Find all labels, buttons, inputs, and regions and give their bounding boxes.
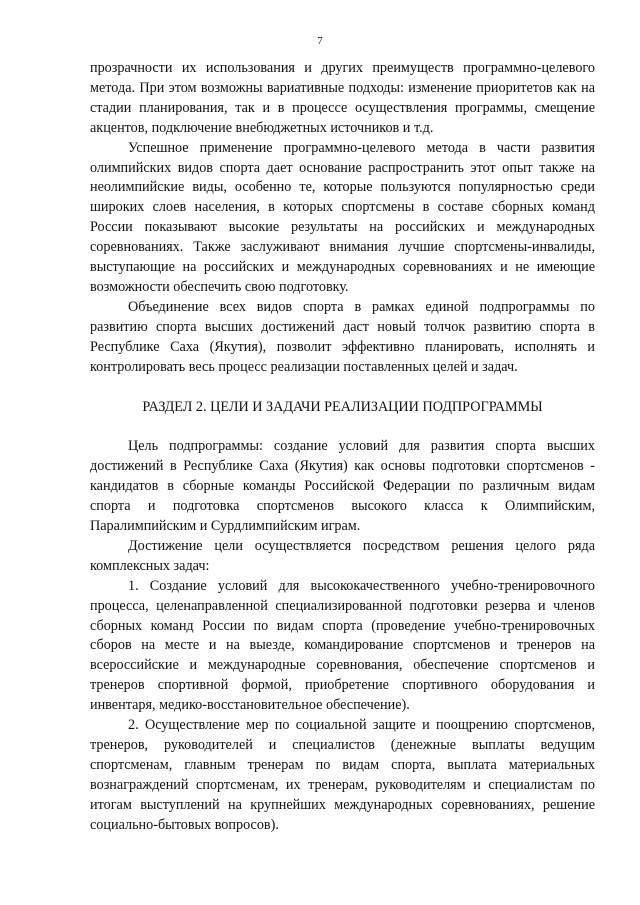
list-item: 2. Осуществление мер по социальной защите и поощрению спортсменов, тренеров, руководителей и специалистов (денежные выплаты ведущим спортсменам, главным тренерам по видам спорта, выплата материальных вознаграждений спортсменам, их тренерам, руководителям и специалистам по итогам выступлений на крупнейших международных соревнованиях, решение социально-бытовых вопросов). (90, 717, 595, 833)
paragraph: Достижение цели осуществляется посредством решения целого ряда комплексных задач: (90, 537, 595, 574)
document-body (90, 59, 595, 836)
list-item: 1. Создание условий для высококачественного учебно-тренировочного процесса, целенаправленной специализированной подготовки резерва и членов сборных команд России по видам спорта (проведение учебно-тренировочных сборов на месте и на выезде, командирование спортсменов и тренеров на всероссийские и международные соревнования, обеспечение спортсменов и тренеров спортивной формой, приобретение спортивного оборудования и инвентаря, медико-восстановительное обеспечение). (90, 577, 595, 714)
paragraph: Объединение всех видов спорта в рамках единой подпрограммы по развитию спорта высших достижений даст новый толчок развитию спорта в Республике Саха (Якутия), позволит эффективно планировать, исполнять и контролировать весь процесс реализации поставленных целей и задач. (90, 298, 595, 375)
section-heading: РАЗДЕЛ 2. ЦЕЛИ И ЗАДАЧИ РЕАЛИЗАЦИИ ПОДПРОГРАММЫ (142, 398, 543, 415)
paragraph: прозрачности их использования и других преимуществ программно-целевого метода. При этом возможны вариативные подходы: изменение приоритетов как на стадии планирования, так и в процессе осуществления программы, смещение акцентов, подключение внебюджетных источников и т.д. (90, 60, 595, 136)
paragraph: Цель подпрограммы: создание условий для развития спорта высших достижений в Республике Саха (Якутия) как основы подготовки спортсменов - кандидатов в сборные команды Российской Федерации по различным видам спорта и подготовка спортсменов высокого класса к Олимпийским, Паралимпийским и Сурдлимпийским играм. (90, 438, 595, 535)
paragraph: Успешное применение программно-целевого метода в части развития олимпийских видов спорта дает основание распространить этот опыт также на неолимпийские виды, особенно те, которые пользуются популярностью среди широких слоев населения, в которых спортсмены в составе сборных команд России показывают высокие результаты на российских и международных соревнованиях. Также заслуживают внимания лучшие спортсмены-инвалиды, выступающие на российских и международных соревнованиях и не имеющие возможности обеспечить свою подготовку. (90, 139, 595, 295)
page-number: 7 (317, 35, 323, 47)
